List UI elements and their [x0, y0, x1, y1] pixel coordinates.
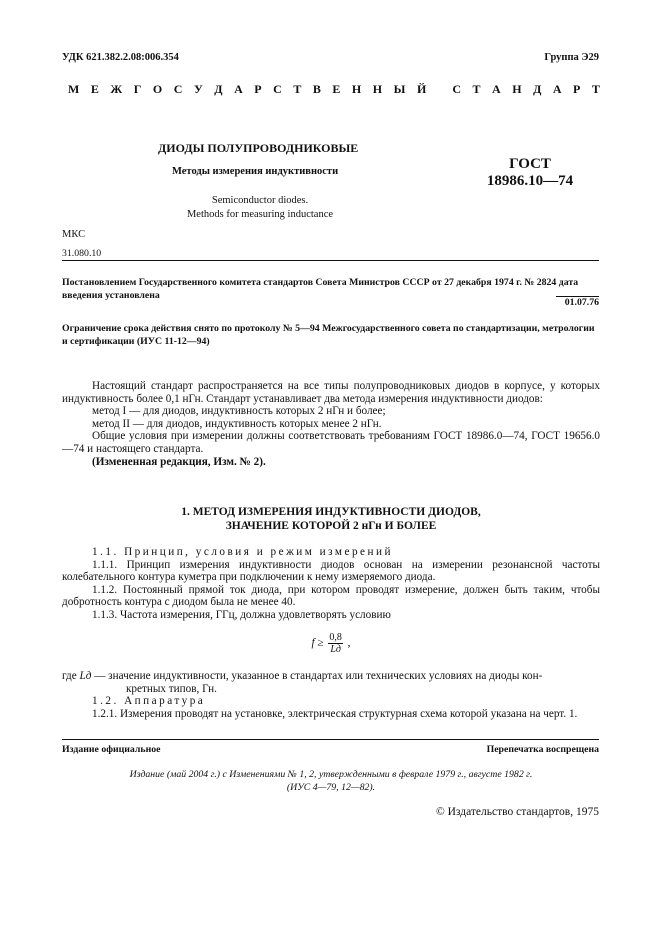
clause-1-2-1: 1.2.1. Измерения проводят на установке, электрическая структурная схема которой указана на черт. 1.: [92, 707, 578, 720]
heading-letter: Н: [351, 82, 362, 96]
clause-1-1-3: 1.1.3. Частота измерения, ГГц, должна удовлетворять условию: [92, 608, 391, 621]
heading-letter: Г: [133, 82, 142, 96]
clause-1-1: 1.1. Принцип, условия и режим измерений: [92, 546, 393, 558]
where-prefix: где: [62, 670, 77, 682]
where-description: — значение индуктивности, указанное в стандартах или технических условиях на диоды кон-: [94, 670, 543, 682]
heading-letter: Е: [90, 82, 99, 96]
introduction-date: 01.07.76: [564, 297, 599, 308]
decree-text: Постановлением Государственного комитета стандартов Совета Министров СССР от 27 декабря 1974 г. № 2824 дата введения установлена: [62, 277, 579, 301]
limitation-note: Ограничение срока действия снято по протоколу № 5—94 Межгосударственного совета по стандартизации, метрологии и сертификации (ИУС 11-12—94): [62, 323, 595, 347]
heading-letter: Т: [293, 82, 302, 96]
method-2: метод II — для диодов, индуктивность которых менее 2 нГн.: [92, 417, 382, 430]
heading-letter: С: [273, 82, 282, 96]
heading-letter: Ж: [110, 82, 123, 96]
formula-denominator: Lд: [330, 644, 341, 655]
general-conditions: Общие условия при измерении должны соответствовать требованиям ГОСТ 18986.0—74, ГОСТ 19656.0—74 и настоящего стандарта.: [62, 430, 600, 455]
heading-letter: Р: [254, 82, 262, 96]
clause-1-1-1: 1.1.1. Принцип измерения индуктивности диодов основан на измерении резонансной частоты колебательного контура куметра при подключении к нему измеряемого диода.: [62, 558, 600, 584]
gost-number: 18986.10—74: [486, 173, 574, 189]
english-title-line-2: Methods for measuring inductance: [186, 209, 334, 220]
heading-letter: А: [492, 82, 501, 96]
heading-letter: У: [193, 82, 203, 96]
document-title: ДИОДЫ ПОЛУПРОВОДНИКОВЫЕ: [158, 141, 359, 155]
official-edition: [62, 744, 161, 755]
gost-label: ГОСТ: [509, 156, 551, 172]
heading-letter: Н: [372, 82, 383, 96]
section-1-heading-line-1: 1. МЕТОД ИЗМЕРЕНИЯ ИНДУКТИВНОСТИ ДИОДОВ,: [181, 506, 481, 518]
heading-letter: Н: [512, 82, 522, 96]
heading-letter: Р: [573, 82, 581, 96]
method-1: метод I — для диодов, индуктивность которых 2 нГн и более;: [92, 405, 386, 418]
heading-letter: Ы: [393, 82, 406, 96]
document-subtitle: Методы измерения индуктивности: [172, 166, 339, 177]
heading-letter: Е: [332, 82, 341, 96]
frequency-formula: [62, 632, 600, 655]
heading-letter: Т: [472, 82, 481, 96]
footer-rule: [62, 739, 599, 740]
section-1-body: [62, 546, 600, 622]
official-edition-label: Издание официальное: [62, 744, 161, 755]
scope-section: [62, 380, 600, 468]
heading-letter: С: [173, 82, 183, 96]
scope-paragraph: Настоящий стандарт распространяется на все типы полупроводниковых диодов в корпусе, у которых индуктивность более 0,1 нГн. Стандарт устанавливает два метода измерения индуктивности диодов:: [62, 380, 600, 405]
where-clause: [62, 670, 600, 720]
where-symbol: Lд: [79, 670, 92, 682]
heading-letter: [438, 82, 441, 97]
formula-numerator: 0,8: [329, 632, 342, 643]
group-code: Группа Э29: [544, 52, 599, 63]
heading-letter: Д: [533, 82, 542, 96]
gost-designation: [455, 156, 605, 190]
english-title: [150, 194, 370, 222]
udk-code: УДК 621.382.2.08:006.354: [62, 52, 179, 63]
heading-letter: М: [68, 82, 80, 96]
date-rule: [556, 296, 599, 297]
section-1-heading-line-2: ЗНАЧЕНИЕ КОТОРОЙ 2 нГн И БОЛЕЕ: [225, 520, 437, 532]
copyright: © Издательство стандартов, 1975: [435, 806, 599, 818]
heading-letter: В: [312, 82, 321, 96]
mks-label: МКС: [62, 229, 86, 240]
where-line: [62, 670, 600, 683]
section-1-heading: [62, 505, 600, 533]
formula-lhs: f ≥: [311, 637, 324, 650]
edition-note-line-1: Издание (май 2004 г.) с Изменениями № 1, 2, утвержденными в феврале 1979 г., августе 1982 г.: [129, 769, 533, 780]
edition-note: [62, 768, 600, 794]
clause-1-2: 1.2. Аппаратура: [92, 695, 206, 708]
clause-1-1-2: 1.1.2. Постоянный прямой ток диода, при котором проводят измерение, должен быть таким, чтобы добротность контура с диодом была не менее 40.: [62, 583, 600, 609]
mks-rule: [62, 260, 599, 261]
heading-letter: Т: [591, 82, 600, 96]
standard-type-heading: [68, 82, 600, 97]
reprint-notice: Перепечатка воспрещена: [486, 744, 599, 755]
heading-letter: О: [152, 82, 163, 96]
edition-note-line-2: (ИУС 4—79, 12—82).: [286, 782, 376, 793]
english-title-line-1: Semiconductor diodes.: [211, 195, 309, 206]
mks-code: 31.080.10: [62, 248, 102, 259]
revision-note: (Измененная редакция, Изм. № 2).: [92, 455, 266, 468]
where-continuation: кретных типов, Гн.: [126, 682, 217, 695]
heading-letter: А: [552, 82, 562, 96]
formula-comma: ,: [347, 637, 351, 650]
formula-fraction: [328, 632, 343, 655]
heading-letter: А: [234, 82, 243, 96]
heading-letter: Й: [416, 82, 427, 96]
heading-letter: Д: [214, 82, 223, 96]
heading-letter: С: [452, 82, 461, 96]
